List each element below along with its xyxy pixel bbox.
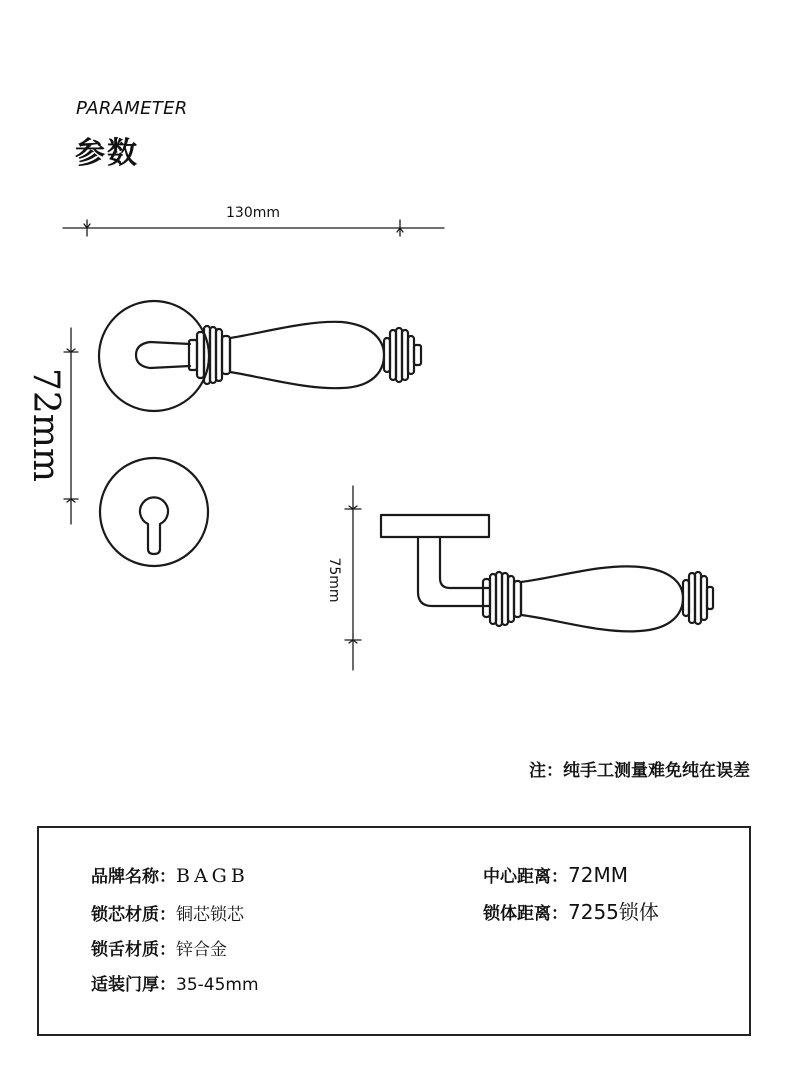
side-height-label: 75mm [326, 557, 342, 603]
spec-lock-body-distance: 锁体距离：7255锁体 [483, 900, 659, 924]
height-label: 72mm [25, 367, 66, 483]
spec-box [37, 826, 751, 1036]
front-lever-handle [189, 322, 421, 388]
front-rosette [99, 301, 209, 411]
spec-door-thickness: 适装门厚：35-45mm [91, 975, 259, 995]
spec-latch-material: 锁舌材质：锌合金 [91, 940, 227, 960]
spec-center-distance: 中心距离：72MM [483, 863, 628, 887]
keyhole-escutcheon [100, 458, 208, 566]
width-label: 130mm [226, 205, 280, 221]
header-en: PARAMETER [76, 98, 188, 119]
measurement-note: 注：纯手工测量难免纯在误差 [529, 761, 750, 781]
header-cn: 参数 [75, 136, 139, 171]
spec-core-material: 锁芯材质：铜芯锁芯 [91, 905, 244, 925]
side-height-dimension-line [345, 486, 361, 670]
side-view-handle [381, 515, 713, 631]
width-dimension-line [63, 220, 444, 236]
spec-brand: 品牌名称：BAGB [91, 865, 249, 887]
